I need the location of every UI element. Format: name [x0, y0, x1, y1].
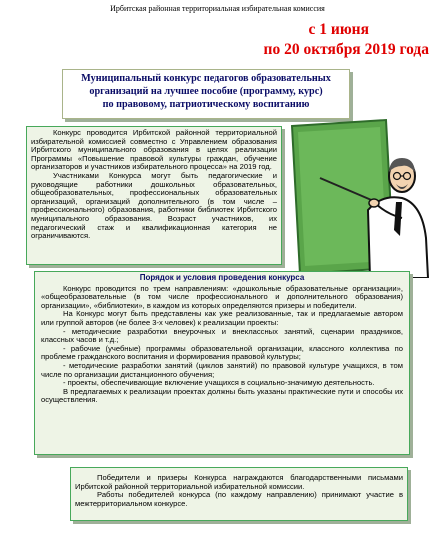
date-start: с 1 июня: [308, 21, 369, 38]
rules-item: - рабочие (учебные) программы образовательной организации, классного коллектива по проблеме гражданского воспитания и формирования правовой культуры;: [41, 343, 403, 362]
awards-paragraph-1: Победители и призеры Конкурса награждаются благодарственными письмами Ирбитской районной территориальной избирательной комиссии.: [75, 473, 403, 491]
rules-paragraph-2: На Конкурс могут быть представлены как уже реализованные, так и предлагаемые автором или группой авторов (не более 3-х человек) к реализации проекты:: [41, 309, 403, 327]
intro-paragraph-1: Конкурс проводится Ирбитской районной территориальной избирательной комиссией совместно с Управлением образования Ирбитского муниципального образования в целях реализации Программы «Повышение правовой культуры граждан, обучение организаторов и участников избирательного процесса» на 2019 год.: [31, 128, 277, 172]
contest-title-line2: организаций на лучшее пособие (программу, курс): [89, 86, 323, 97]
awards-box: [70, 467, 408, 521]
rules-item: - методические разработки занятий (циклов занятий) по правовой культуре учащихся, в том числе по организации дистанционного обучения;: [41, 360, 403, 379]
rules-box: [34, 271, 410, 455]
contest-title-line3: по правовому, патриотическому воспитанию: [102, 99, 310, 110]
intro-paragraph-2: Участниками Конкурса могут быть педагогические и руководящие работники дошкольных образовательных, общеобразовательных, профессиональных образовательных организаций, организаций дополнительного (в том числе – профессионального) образования, работники библиотек Ирбитского муниципального образования. Возраст участников, их педагогический стаж и квалификационная категория не ограничиваются.: [31, 170, 277, 241]
rules-item: - методические разработки внеурочных и внеклассных занятий, сценарии праздников, классных часов и т.д.;: [41, 326, 403, 345]
date-end: по 20 октября 2019 года: [263, 41, 429, 58]
contest-title-box: [62, 69, 350, 119]
rules-item: - проекты, обеспечивающие включение учащихся в социально-значимую деятельность.: [63, 378, 375, 388]
teacher-at-chalkboard-icon: [290, 118, 430, 278]
contest-title-line1: Муниципальный конкурс педагогов образовательных: [81, 73, 331, 84]
rules-heading: Порядок и условия проведения конкурса: [139, 273, 305, 282]
dates-block: [263, 20, 429, 60]
commission-header: Ирбитская районная территориальная избирательная комиссия: [110, 4, 325, 13]
awards-paragraph-2: Работы победителей конкурса (по каждому направлению) принимают участие в межтерриториальном конкурсе.: [75, 490, 403, 508]
rules-paragraph-3: В предлагаемых к реализации проектах должны быть указаны практические пути и способы их осуществления.: [41, 386, 403, 405]
rules-paragraph-1: Конкурс проводится по трем направлениям: «дошкольные образовательные организации», «общеобразовательные (в том числе профессионального и дополнительного образования) организации», «библиотеки», в каждом из которых определяются призеры и победители.: [41, 283, 403, 310]
intro-box: [26, 126, 282, 265]
